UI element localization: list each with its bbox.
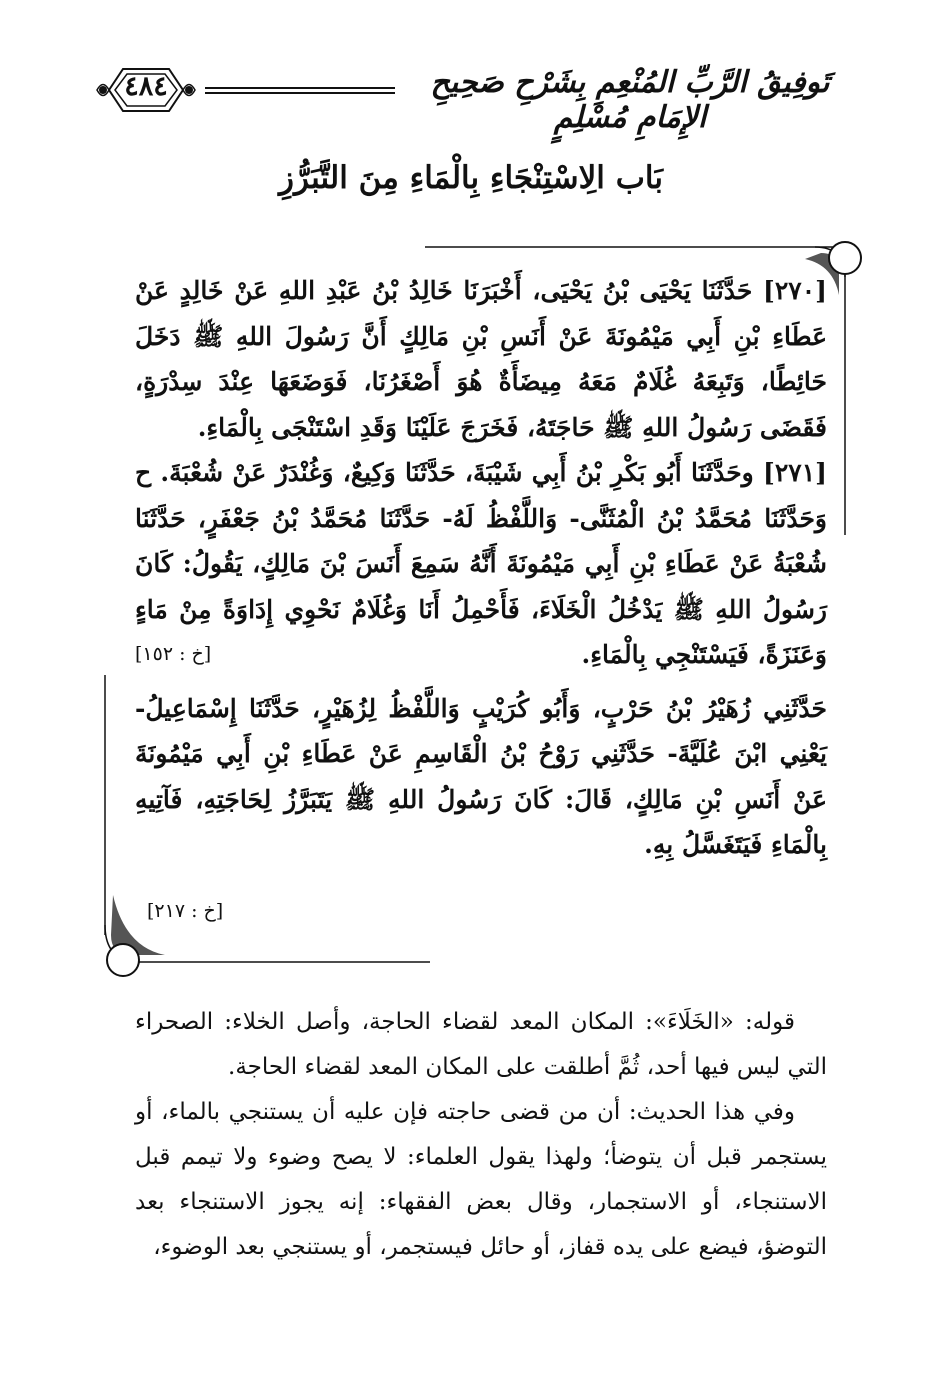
commentary-paragraph-2: وفي هذا الحديث: أن من قضى حاجته فإن عليه أن يستنجي بالماء، أو يستجمر قبل أن يتوضأ؛ ولهذا يقول العلماء: لا يصح وضوء ولا تيمم قبل الاستنجاء، أو الاستجمار، وقال بعض الفقهاء: إنه يجوز الاستنجاء بعد التوضؤ، فيضع على يده قفاز، أو حائل فيستجمر، أو يستنجي بعد الوضوء، bbox=[135, 1099, 827, 1260]
hadith-271-text: [٢٧١] وحَدَّثَنَا أَبُو بَكْرِ بْنُ أَبِي شَيْبَةَ، حَدَّثَنَا وَكِيعٌ، وَغُنْدَرٌ عَنْ شُعْبَةَ. ح وَحَدَّثَنَا مُحَمَّدُ بْنُ الْمُثَنَّى- وَاللَّفْظُ لَهُ- حَدَّثَنَا مُحَمَّدُ بْنُ جَعْفَرٍ، حَدَّثَنَا شُعْبَةُ عَنْ عَطَاءِ بْنِ أَبِي مَيْمُونَةَ أَنَّهُ سَمِعَ أَنَسَ بْنَ مَالِكٍ، يَقُولُ: كَانَ رَسُولُ اللهِ ﷺ يَدْخُلُ الْخَلَاءَ، فَأَحْمِلُ أَنَا وَغُلَامٌ نَحْوِي إِدَاوَةً مِنْ مَاءٍ وَعَنَزَةً، فَيَسْتَنْجِي بِالْمَاءِ. bbox=[135, 458, 827, 669]
hadith-third-reference: [خ : ٢١٧] bbox=[147, 900, 224, 922]
commentary bbox=[135, 1000, 827, 1270]
commentary-paragraph-1: قوله: «الخَلَاءَ»: المكان المعد لقضاء الحاجة، وأصل الخلاء: الصحراء التي ليس فيها أحد، ثُمَّ أطلقت على المكان المعد لقضاء الحاجة. bbox=[135, 1009, 827, 1080]
hadith-271-reference: [خ : ١٥٢] bbox=[135, 643, 212, 665]
hadith-270: [٢٧٠] حَدَّثَنَا يَحْيَى بْنُ يَحْيَى، أَخْبَرَنَا خَالِدُ بْنُ عَبْدِ اللهِ عَنْ خَالِدٍ عَنْ عَطَاءِ بْنِ أَبِي مَيْمُونَةَ عَنْ أَنَسِ بْنِ مَالِكٍ أَنَّ رَسُولَ اللهِ ﷺ دَخَلَ حَائِطًا، وَتَبِعَهُ غُلَامٌ مَعَهُ مِيضَأَةٌ هُوَ أَصْغَرُنَا، فَوَضَعَهَا عِنْدَ سِدْرَةٍ، فَقَضَى رَسُولُ اللهِ ﷺ حَاجَتَهُ، فَخَرَجَ عَلَيْنَا وَقَدِ اسْتَنْجَى بِالْمَاءِ. bbox=[135, 276, 827, 442]
page-header bbox=[95, 55, 855, 135]
page-number: ٤٨٤ bbox=[124, 71, 168, 102]
hadith-text bbox=[135, 268, 827, 868]
hadith-271 bbox=[135, 450, 827, 678]
chapter-title: بَاب الِاسْتِنْجَاءِ بِالْمَاءِ مِنَ التَّبَرُّزِ bbox=[279, 160, 663, 196]
book-title: تَوفِيقُ الرَّبِّ المُنْعِمِ بِشَرْحِ صَحِيحِ الإِمَامِ مُسْلِمٍ bbox=[430, 65, 830, 135]
header-rule bbox=[205, 87, 395, 95]
page-number-ornament bbox=[95, 55, 197, 125]
hadith-third: حَدَّثَنِي زُهَيْرُ بْنُ حَرْبٍ، وَأَبُو كُرَيْبٍ وَاللَّفْظُ لِزُهَيْرٍ، حَدَّثَنَا إِسْمَاعِيلُ- يَعْنِي ابْنَ عُلَيَّةَ- حَدَّثَنِي رَوْحُ بْنُ الْقَاسِمِ عَنْ عَطَاءِ بْنِ أَبِي مَيْمُونَةَ عَنْ أَنَسِ بْنِ مَالِكٍ، قَالَ: كَانَ رَسُولُ اللهِ ﷺ يَتَبَرَّزُ لِحَاجَتِهِ، فَآتِيهِ بِالْمَاءِ فَيَتَغَسَّلُ بِهِ. bbox=[135, 693, 827, 859]
